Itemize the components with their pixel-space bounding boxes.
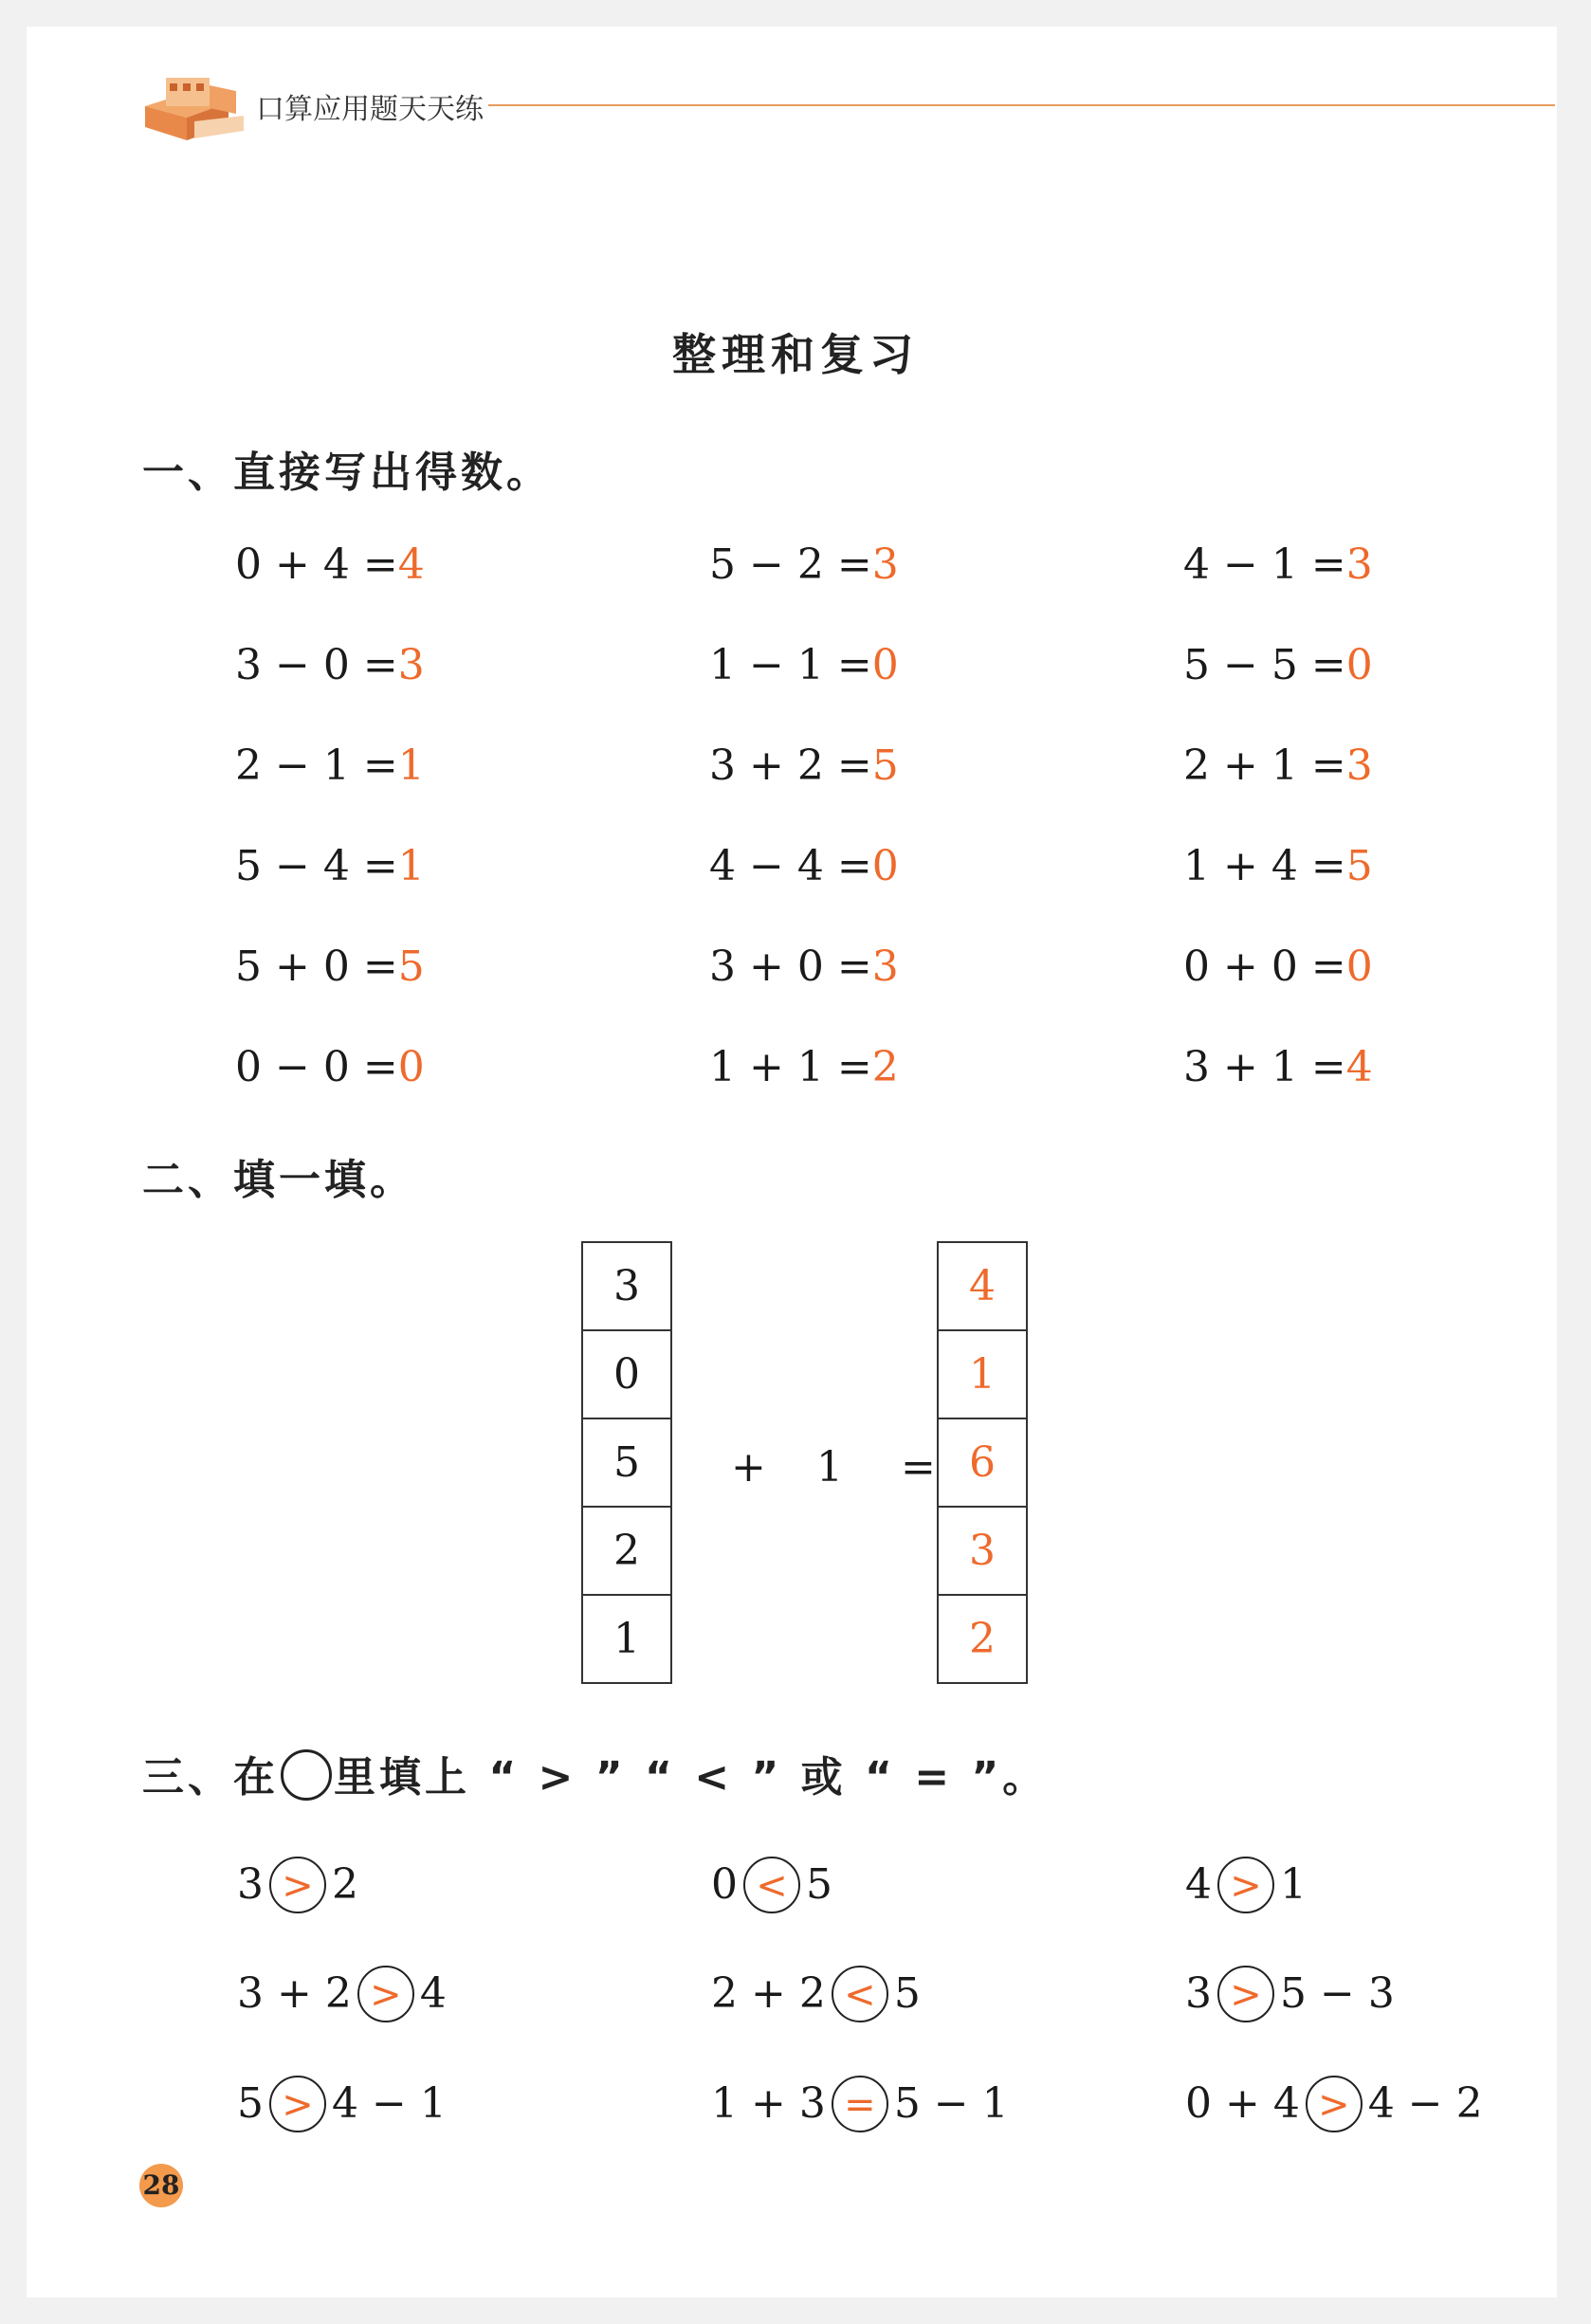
comparison-right: 4 − 1	[332, 2079, 447, 2128]
arithmetic-problem	[235, 637, 425, 694]
problem-answer[interactable]: 3	[871, 942, 899, 991]
problem-expression: 2 − 1 =	[235, 741, 398, 790]
arithmetic-problem	[1183, 537, 1373, 594]
comparison-right: 5 − 1	[893, 2079, 1009, 2128]
fill-operand: 1	[816, 1443, 843, 1491]
problem-expression: 1 + 1 =	[709, 1043, 872, 1091]
fill-operator: +	[731, 1443, 766, 1491]
problem-answer[interactable]: 2	[871, 1043, 899, 1091]
comparison-problem	[711, 1963, 921, 2025]
fill-left-cell: 1	[583, 1596, 670, 1684]
problem-expression: 3 + 2 =	[709, 741, 872, 790]
fill-result-cell[interactable]: 6	[939, 1419, 1026, 1508]
problem-answer[interactable]: 0	[1345, 641, 1373, 689]
fill-result-cell[interactable]: 2	[939, 1596, 1026, 1684]
problem-expression: 1 − 1 =	[709, 641, 872, 689]
arithmetic-problem	[1183, 637, 1373, 694]
section-2-heading: 二、填一填。	[142, 1156, 415, 1204]
problem-answer[interactable]: 1	[397, 741, 425, 790]
problem-expression: 4 − 4 =	[709, 842, 872, 890]
section-1-heading: 一、直接写出得数。	[142, 448, 552, 497]
problem-expression: 2 + 1 =	[1183, 741, 1346, 790]
arithmetic-problem	[709, 738, 899, 795]
comparison-left: 3 + 2	[237, 1969, 352, 2018]
comparison-sign-circle[interactable]: >	[269, 1857, 326, 1913]
comparison-problem	[237, 2073, 447, 2135]
problem-answer[interactable]: 3	[871, 540, 899, 589]
problem-expression: 3 − 0 =	[235, 641, 398, 689]
comparison-sign-circle[interactable]: >	[357, 1966, 414, 2022]
header-logo-icon	[137, 64, 249, 150]
arithmetic-problem	[1183, 939, 1373, 996]
problem-answer[interactable]: 5	[1345, 842, 1373, 890]
comparison-problem	[1185, 1963, 1395, 2025]
fill-equals: =	[901, 1443, 936, 1491]
problem-answer[interactable]: 0	[397, 1043, 425, 1091]
comparison-left: 5	[237, 2079, 264, 2128]
problem-expression: 0 − 0 =	[235, 1043, 398, 1091]
section-3-heading-suffix: 里填上 “ > ” “ < ” 或 “ = ”。	[334, 1753, 1049, 1802]
comparison-right: 5	[806, 1860, 832, 1909]
problem-answer[interactable]: 0	[871, 842, 899, 890]
arithmetic-problem	[235, 939, 425, 996]
problem-answer[interactable]: 4	[397, 540, 425, 589]
comparison-sign-circle[interactable]: =	[832, 2076, 888, 2132]
comparison-sign-circle[interactable]: >	[1306, 2076, 1362, 2132]
header-title: 口算应用题天天练	[256, 93, 484, 126]
comparison-sign-circle[interactable]: >	[269, 2076, 326, 2132]
comparison-left: 3	[237, 1860, 264, 1909]
comparison-sign-circle[interactable]: >	[1217, 1857, 1274, 1913]
comparison-sign-circle[interactable]: >	[1217, 1966, 1274, 2022]
section-3-heading	[142, 1743, 1048, 1803]
page-title: 整理和复习	[672, 329, 919, 380]
comparison-problem	[711, 2073, 1009, 2135]
arithmetic-problem	[235, 838, 425, 895]
header-rule	[488, 104, 1555, 106]
fill-result-column	[937, 1241, 1028, 1684]
problem-expression: 5 + 0 =	[235, 942, 398, 991]
problem-expression: 5 − 4 =	[235, 842, 398, 890]
fill-left-cell: 0	[583, 1331, 670, 1419]
page-number: 28	[139, 2164, 183, 2207]
comparison-left: 3	[1185, 1969, 1212, 2018]
comparison-right: 5	[893, 1969, 921, 2018]
comparison-problem	[237, 1963, 447, 2025]
fill-left-cell: 5	[583, 1419, 670, 1508]
problem-expression: 3 + 1 =	[1183, 1043, 1346, 1091]
comparison-right: 5 − 3	[1280, 1969, 1395, 2018]
comparison-left: 0	[711, 1860, 738, 1909]
problem-answer[interactable]: 5	[397, 942, 425, 991]
fill-left-cell: 3	[583, 1243, 670, 1331]
comparison-left: 2 + 2	[711, 1969, 826, 2018]
arithmetic-problem	[235, 537, 425, 594]
arithmetic-problem	[1183, 838, 1373, 895]
arithmetic-problem	[709, 1039, 899, 1096]
problem-answer[interactable]: 0	[1345, 942, 1373, 991]
comparison-problem	[711, 1854, 832, 1916]
comparison-problem	[1185, 1854, 1307, 1916]
arithmetic-problem	[709, 939, 899, 996]
arithmetic-problem	[709, 537, 899, 594]
arithmetic-problem	[1183, 738, 1373, 795]
comparison-problem	[1185, 2073, 1483, 2135]
problem-answer[interactable]: 1	[397, 842, 425, 890]
problem-answer[interactable]: 3	[397, 641, 425, 689]
comparison-right: 4 − 2	[1367, 2079, 1483, 2128]
problem-answer[interactable]: 3	[1345, 741, 1373, 790]
comparison-left: 4	[1185, 1860, 1212, 1909]
comparison-sign-circle[interactable]: <	[743, 1857, 800, 1913]
problem-expression: 4 − 1 =	[1183, 540, 1346, 589]
fill-result-cell[interactable]: 3	[939, 1508, 1026, 1596]
comparison-left: 1 + 3	[711, 2079, 826, 2128]
arithmetic-problem	[235, 738, 425, 795]
problem-expression: 3 + 0 =	[709, 942, 872, 991]
comparison-right: 1	[1280, 1860, 1307, 1909]
problem-answer[interactable]: 4	[1345, 1043, 1373, 1091]
fill-left-column	[581, 1241, 672, 1684]
problem-expression: 5 − 5 =	[1183, 641, 1346, 689]
problem-answer[interactable]: 5	[871, 741, 899, 790]
arithmetic-problem	[709, 637, 899, 694]
problem-expression: 1 + 4 =	[1183, 842, 1346, 890]
problem-expression: 0 + 0 =	[1183, 942, 1346, 991]
problem-answer[interactable]: 0	[871, 641, 899, 689]
comparison-sign-circle[interactable]: <	[832, 1966, 888, 2022]
comparison-problem	[237, 1854, 358, 1916]
section-3-heading-prefix: 三、在	[142, 1753, 279, 1802]
comparison-right: 2	[332, 1860, 358, 1909]
arithmetic-problem	[709, 838, 899, 895]
fill-result-cell[interactable]: 1	[939, 1331, 1026, 1419]
circle-icon	[281, 1749, 332, 1801]
comparison-left: 0 + 4	[1185, 2079, 1300, 2128]
problem-expression: 0 + 4 =	[235, 540, 398, 589]
arithmetic-problem	[1183, 1039, 1373, 1096]
fill-left-cell: 2	[583, 1508, 670, 1596]
problem-answer[interactable]: 3	[1345, 540, 1373, 589]
comparison-right: 4	[419, 1969, 447, 2018]
problem-expression: 5 − 2 =	[709, 540, 872, 589]
arithmetic-problem	[235, 1039, 425, 1096]
fill-result-cell[interactable]: 4	[939, 1243, 1026, 1331]
